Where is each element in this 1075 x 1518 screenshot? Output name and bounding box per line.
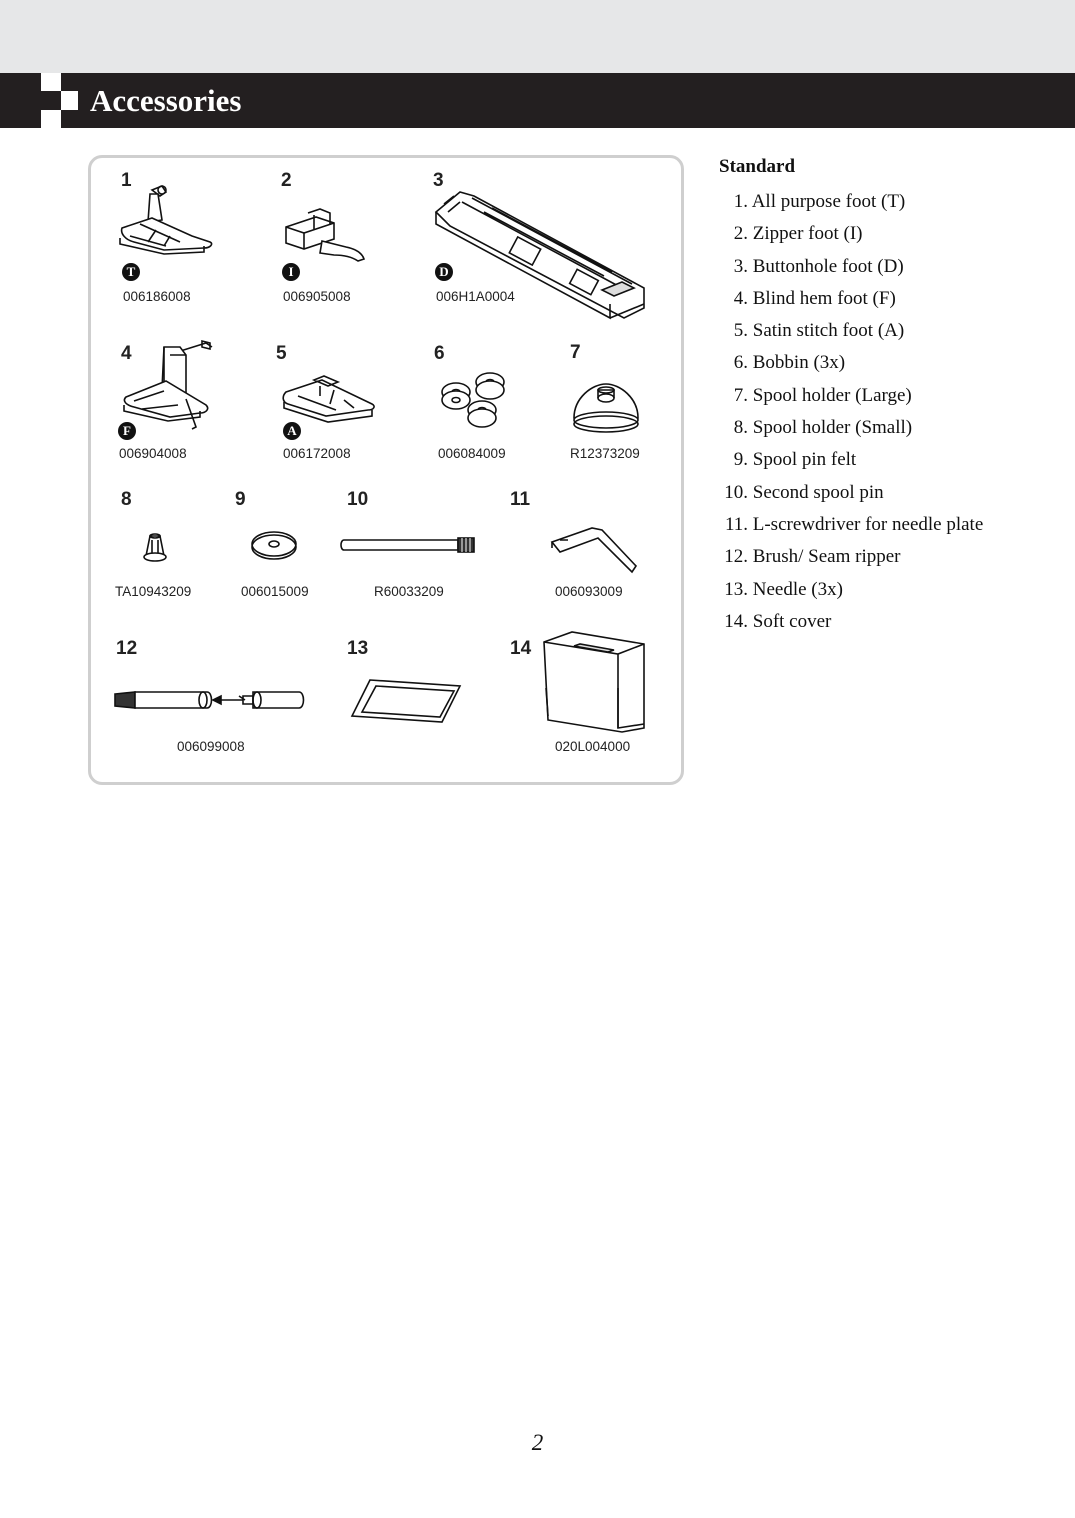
part-number: R12373209 xyxy=(570,446,640,461)
list-item: 2. Zipper foot (I) xyxy=(733,223,863,245)
header-band xyxy=(0,0,1075,73)
brush-seam-ripper-icon xyxy=(113,686,309,716)
list-item: 8. Spool holder (Small) xyxy=(733,417,913,439)
standard-heading: Standard xyxy=(719,156,796,177)
list-item: 10. Second spool pin xyxy=(724,481,884,503)
soft-cover-icon xyxy=(538,628,650,734)
item-number: 4 xyxy=(121,343,132,364)
item-number: 11 xyxy=(510,489,531,510)
part-number: 006093009 xyxy=(555,584,623,599)
item-number: 12 xyxy=(116,638,138,659)
part-number: 006905008 xyxy=(283,289,351,304)
foot-letter-badge: F xyxy=(118,422,136,440)
list-item: 1. All purpose foot (T) xyxy=(733,191,906,212)
standard-accessories-list xyxy=(719,186,983,638)
list-item: 9. Spool pin felt xyxy=(733,449,857,471)
buttonhole-foot-icon xyxy=(432,182,650,327)
l-screwdriver-icon xyxy=(548,520,640,575)
foot-letter-badge: I xyxy=(282,263,300,281)
all-purpose-foot-icon xyxy=(110,180,220,270)
spool-pin-felt-icon xyxy=(250,530,298,562)
item-number: 1 xyxy=(121,170,132,191)
satin-stitch-foot-icon xyxy=(280,372,380,427)
item-number: 5 xyxy=(276,343,287,364)
list-item: 7. Spool holder (Large) xyxy=(733,384,912,406)
list-item: 5. Satin stitch foot (A) xyxy=(733,320,905,342)
checker-decoration xyxy=(61,91,78,110)
part-number: 006099008 xyxy=(177,739,245,754)
part-number: 006015009 xyxy=(241,584,309,599)
part-number: 006H1A0004 xyxy=(436,289,515,304)
foot-letter-badge: A xyxy=(283,422,301,440)
list-item: 14. Soft cover xyxy=(724,610,832,632)
page-number: 2 xyxy=(531,1430,544,1455)
part-number: 006904008 xyxy=(119,446,187,461)
foot-letter-badge: T xyxy=(122,263,140,281)
page-title: Accessories xyxy=(90,83,242,118)
part-number: 006186008 xyxy=(123,289,191,304)
spool-holder-small-icon xyxy=(140,530,170,566)
part-number: 006172008 xyxy=(283,446,351,461)
list-item: 3. Buttonhole foot (D) xyxy=(733,255,904,277)
list-item: 6. Bobbin (3x) xyxy=(733,352,846,374)
item-number: 10 xyxy=(347,489,369,510)
checker-decoration xyxy=(41,110,61,128)
needle-pack-icon xyxy=(348,676,464,724)
foot-letter-badge: D xyxy=(435,263,453,281)
second-spool-pin-icon xyxy=(338,534,478,556)
spool-holder-large-icon xyxy=(570,378,642,438)
list-item: 11. L-screwdriver for needle plate xyxy=(724,513,984,535)
list-item: 12. Brush/ Seam ripper xyxy=(724,546,901,568)
part-number: R60033209 xyxy=(374,584,444,599)
bobbin-icon xyxy=(436,370,516,430)
checker-decoration xyxy=(41,73,61,91)
list-item: 13. Needle (3x) xyxy=(724,578,843,600)
item-number: 7 xyxy=(570,342,581,363)
item-number: 9 xyxy=(235,489,246,510)
part-number: TA10943209 xyxy=(115,584,192,599)
part-number: 006084009 xyxy=(438,446,506,461)
item-number: 2 xyxy=(281,170,292,191)
item-number: 3 xyxy=(433,170,444,191)
item-number: 13 xyxy=(347,638,369,659)
item-number: 14 xyxy=(510,638,532,659)
item-number: 6 xyxy=(434,343,445,364)
item-number: 8 xyxy=(121,489,132,510)
zipper-foot-icon xyxy=(278,205,370,270)
part-number: 020L004000 xyxy=(555,739,631,754)
list-item: 4. Blind hem foot (F) xyxy=(733,287,896,309)
